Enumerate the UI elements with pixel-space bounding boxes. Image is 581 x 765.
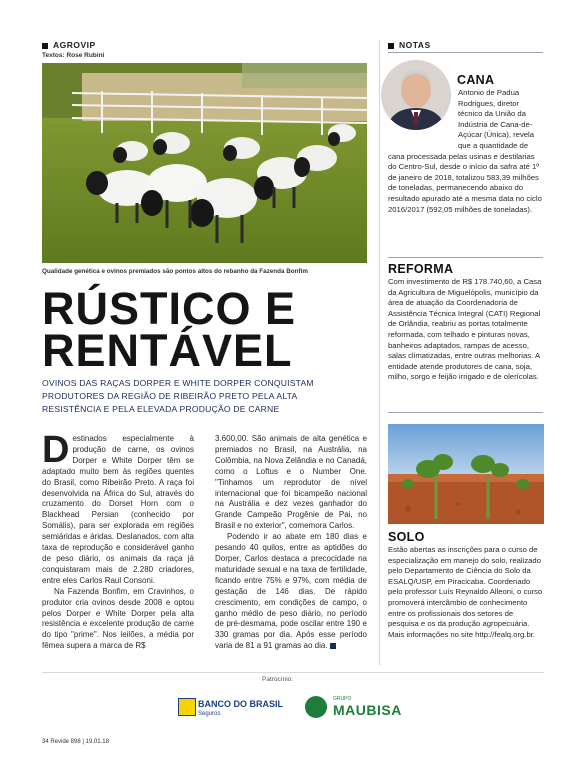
- article-column-1: [42, 429, 194, 652]
- note-body-reforma: Com investimento de R$ 178.740,60, a Casa da Agricultura de Miguelópolis, município da área de atuação da Coordenadoria de Assistência Técnica Integral (CATI) Regional de Orlândia, reabriu as portas totalmente reformada, com telhado e pinturas novas, banheiros adaptados, rampas de acesso, salas climatizadas, entre outras melhorias. A entidade atende produtores de cana, soja, milho, sorgo e feijão irrigado e de olerícolas.: [388, 277, 542, 382]
- note-head-cana: CANA: [457, 73, 495, 87]
- paragraph-1: estinados especialmente à produção de carne, os ovinos Dorper e White Dorper têm se adaptado muito bem às regiões quentes do Brasil, como Ribeirão Preto. A raça foi desenvolvida na África do Sul, através do cruzamento do Dorset Horn com o Blackhead Persian (conhecido por Somális), para ser explorada em regiões semiáridas e áridas. Deslanados, com alta taxa de reprodução e considerável ganho de peso diário, os animais da raça já conquistaram mais de 2.280 criadores, entre eles Carlos Raul Consoni.: [42, 434, 194, 585]
- article-title: [42, 283, 297, 376]
- end-mark-icon: [330, 643, 336, 649]
- article-column-2: [215, 434, 367, 652]
- title-line-2: RENTÁVEL: [42, 325, 293, 376]
- photo-caption: Qualidade genética e ovinos premiados são pontos altos do rebanho da Fazenda Bonfim: [42, 268, 308, 275]
- sponsor-rule: [42, 672, 544, 673]
- maubisa-small-text: GRUPO: [333, 696, 352, 702]
- subtitle-line-3: RESISTÊNCIA E PELA ELEVADA PRODUÇÃO DE CARNE: [42, 404, 280, 414]
- square-bullet-icon: [388, 43, 394, 49]
- sheep-photo: [42, 63, 367, 263]
- bb-symbol-icon: [178, 698, 196, 716]
- section-name: AGROVIP: [53, 40, 96, 50]
- banco-do-brasil-logo: [178, 696, 283, 722]
- note-rule-1: [388, 257, 543, 258]
- maubisa-logo: [305, 694, 415, 724]
- note-rule-2: [388, 412, 543, 413]
- subtitle-line-1: OVINOS DAS RAÇAS DORPER E WHITE DORPER CONQUISTAM: [42, 378, 314, 388]
- notes-label: [388, 40, 431, 50]
- drop-cap: D: [42, 429, 70, 471]
- sponsor-label: Patrocínio:: [262, 676, 294, 683]
- paragraph-3: 3.600,00. São animais de alta genética e premiados no Brasil, na Austrália, na Colômbia, na Nova Zelândia e no Canadá, como o Loftus e o Number One. "Tinhamos um reprodutor de nível internacional que foi bicampeão nacional na Austrália e dez vezes ganhador do Grande Campeão Progênie de Pai, no Brasil e no exterior", comemora Carlos.: [215, 434, 367, 531]
- note-head-reforma: REFORMA: [388, 262, 454, 276]
- bb-logo-subtext: Seguros: [198, 711, 221, 717]
- notes-rule: [388, 52, 543, 53]
- article-subtitle: [42, 377, 372, 416]
- page-footer: 34 Revide 898 | 19.01.18: [42, 739, 109, 745]
- title-line-1: RÚSTICO E: [42, 283, 297, 334]
- soil-plants-photo: [388, 424, 544, 524]
- bb-logo-text: BANCO DO BRASIL: [198, 699, 283, 709]
- paragraph-4: Podendo ir ao abate em 180 dias e pesando 40 quilos, entre as aptidões do Dorper, Carlos destaca a precocidade na maturidade sexual e na taxa de fertilidade, ficando entre 75% e 97%, com média de gestação de 146 dias. De rápido crescimento, em condições de campo, o ganho médio de peso diário, no período de pré-desmama, pode oscilar entre 190 e 330 gramas por dia. Após esse período varia de 81 a 91 gramas ao dia.: [215, 532, 367, 651]
- note-head-solo: SOLO: [388, 530, 425, 544]
- byline: Textos: Rose Rubini: [42, 52, 105, 59]
- paragraph-2: Na Fazenda Bonfim, em Cravinhos, o produtor cria ovinos desde 2008 e optou pelos Dorper e White Dorper pela alta resistência e excelente produção de carne do tipo "prime". Nos leilões, a média por fêmea supera a marca de R$: [42, 586, 194, 651]
- maubisa-symbol-icon: [305, 696, 327, 718]
- note-body-solo: Estão abertas as inscrições para o curso de especialização em manejo do solo, realizado pelo Departamento de Ciência do Solo da ESALQ/USP, em Piracicaba. Coordenado pelo professor Luís Reynaldo Alleoni, o curso promoverá intercâmbio de conhecimento entre os profissionais dos setores de pesquisa e os da produção agropecuária. Mais informações no site http://fealq.org.br.: [388, 545, 543, 639]
- note-text-cana: Antonio de Padua Rodrigues, diretor técnico da União da Indústria de Cana-de-Açúcar (Única), revela que a quantidade de cana processada pelas usinas e destilarias do Centro-Sul, desde o início da safra até 1º de janeiro de 2018, totalizou 583,39 milhões de toneladas, permanecendo abaixo do resultado apurado até a mesma data no ciclo 2016/2017 (592,05 milhões de toneladas).: [388, 88, 542, 214]
- text-wrap-spacer: [388, 88, 458, 143]
- square-bullet-icon: [42, 43, 48, 49]
- note-body-cana: [388, 88, 544, 215]
- notes-label-text: NOTAS: [399, 40, 431, 50]
- maubisa-logo-text: MAUBISA: [333, 702, 402, 718]
- column-divider: [379, 40, 380, 665]
- section-label: [42, 40, 96, 50]
- subtitle-line-2: PRODUTORES DA REGIÃO DE RIBEIRÃO PRETO PELA ALTA: [42, 391, 298, 401]
